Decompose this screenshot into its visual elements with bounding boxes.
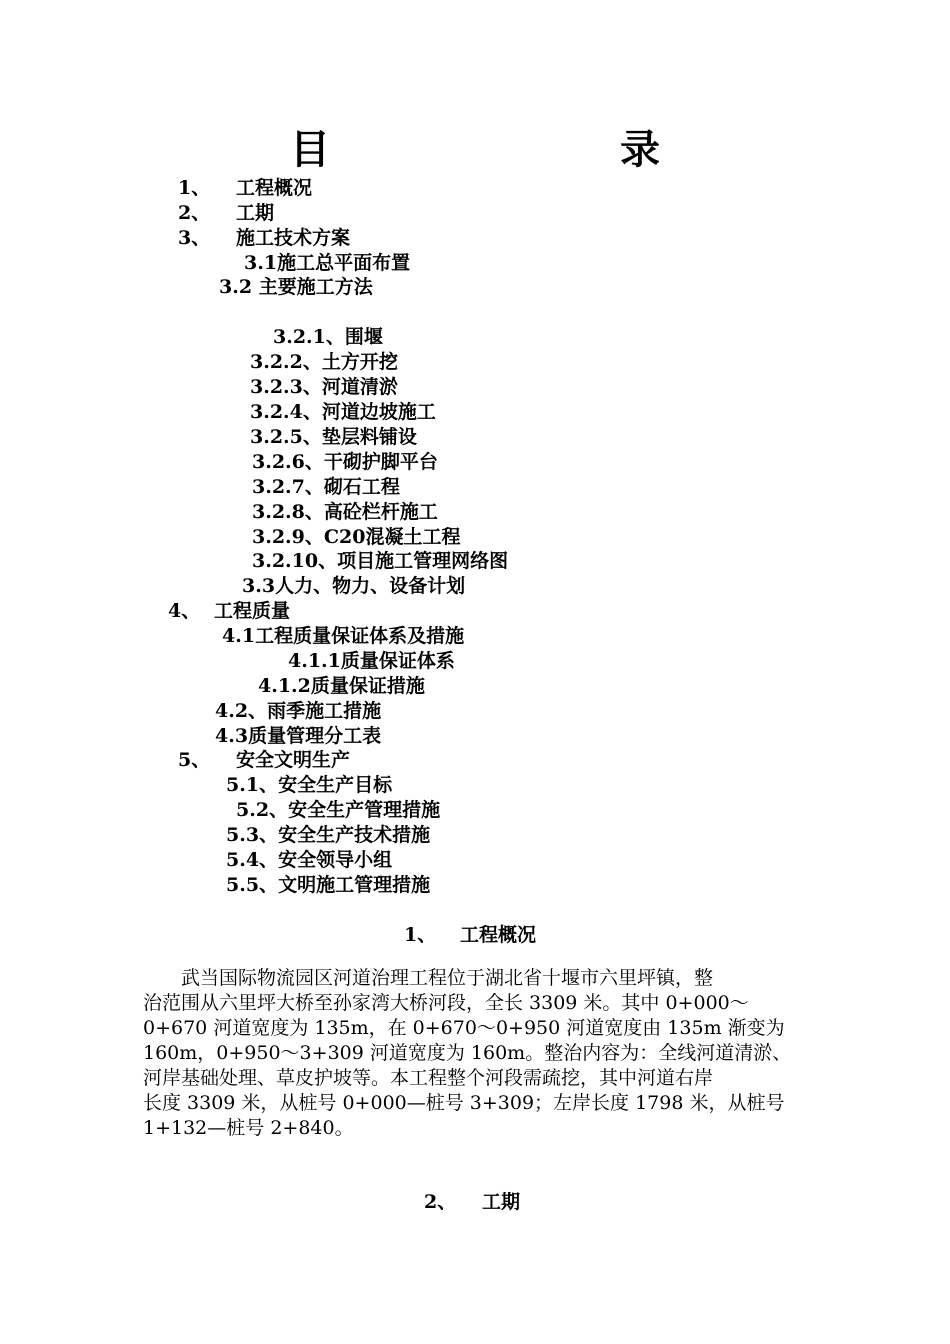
section-heading-1: 1、 工程概况 <box>404 924 537 946</box>
toc-entry-3-2-8[interactable]: 3.2.8、高砼栏杆施工 <box>252 501 438 523</box>
toc-entry-5-2[interactable]: 5.2、安全生产管理措施 <box>236 799 441 821</box>
toc-entry-3-1[interactable]: 3.1施工总平面布置 <box>244 252 411 274</box>
paragraph-line: 武当国际物流园区河道治理工程位于湖北省十堰市六里坪镇，整 <box>143 967 714 989</box>
toc-entry-5-5[interactable]: 5.5、文明施工管理措施 <box>226 874 431 896</box>
toc-entry-5-1[interactable]: 5.1、安全生产目标 <box>226 774 393 796</box>
paragraph-line: 1+132—桩号 2+840。 <box>143 1117 354 1139</box>
toc-entry-5-4[interactable]: 5.4、安全领导小组 <box>226 849 393 871</box>
paragraph-line: 0+670 河道宽度为 135m，在 0+670～0+950 河道宽度由 135m 渐变为 <box>143 1017 785 1039</box>
toc-entry-4[interactable]: 4、 工程质量 <box>168 600 291 622</box>
toc-entry-3-2[interactable]: 3.2 主要施工方法 <box>219 276 373 298</box>
toc-entry-3-2-2[interactable]: 3.2.2、土方开挖 <box>250 351 398 373</box>
toc-entry-5[interactable]: 5、 安全文明生产 <box>178 749 351 771</box>
toc-entry-3-2-7[interactable]: 3.2.7、砌石工程 <box>252 476 400 498</box>
toc-entry-4-3[interactable]: 4.3质量管理分工表 <box>215 725 382 747</box>
toc-entry-3-2-10[interactable]: 3.2.10、项目施工管理网络图 <box>252 550 509 572</box>
toc-entry-5-3[interactable]: 5.3、安全生产技术措施 <box>226 824 431 846</box>
paragraph-line: 160m，0+950～3+309 河道宽度为 160m。整治内容为：全线河道清淤、 <box>143 1042 792 1064</box>
toc-entry-2[interactable]: 2、 工期 <box>178 202 275 224</box>
toc-entry-3[interactable]: 3、 施工技术方案 <box>178 227 351 249</box>
toc-entry-4-1-2[interactable]: 4.1.2质量保证措施 <box>258 675 425 697</box>
toc-entry-3-2-3[interactable]: 3.2.3、河道清淤 <box>250 376 398 398</box>
toc-entry-3-2-9[interactable]: 3.2.9、C20混凝土工程 <box>252 526 461 548</box>
toc-entry-4-1-1[interactable]: 4.1.1质量保证体系 <box>288 650 455 672</box>
section-heading-2: 2、 工期 <box>424 1191 521 1213</box>
toc-entry-3-2-5[interactable]: 3.2.5、垫层料铺设 <box>250 426 417 448</box>
paragraph-line: 长度 3309 米，从桩号 0+000—桩号 3+309；左岸长度 1798 米，从桩号 <box>143 1092 785 1114</box>
toc-entry-3-3[interactable]: 3.3人力、物力、设备计划 <box>242 575 466 597</box>
toc-entry-4-2[interactable]: 4.2、雨季施工措施 <box>215 700 382 722</box>
toc-entry-1[interactable]: 1、 工程概况 <box>178 177 313 199</box>
toc-entry-3-2-4[interactable]: 3.2.4、河道边坡施工 <box>250 401 436 423</box>
page-title: 目 录 <box>290 126 730 173</box>
toc-entry-4-1[interactable]: 4.1工程质量保证体系及措施 <box>222 625 465 647</box>
paragraph-line: 治范围从六里坪大桥至孙家湾大桥河段，全长 3309 米。其中 0+000～ <box>143 992 749 1014</box>
toc-entry-3-2-1[interactable]: 3.2.1、围堰 <box>273 326 383 348</box>
toc-entry-3-2-6[interactable]: 3.2.6、干砌护脚平台 <box>252 451 438 473</box>
paragraph-line: 河岸基础处理、草皮护坡等。本工程整个河段需疏挖，其中河道右岸 <box>143 1067 714 1089</box>
section-1-paragraph <box>143 966 807 1141</box>
